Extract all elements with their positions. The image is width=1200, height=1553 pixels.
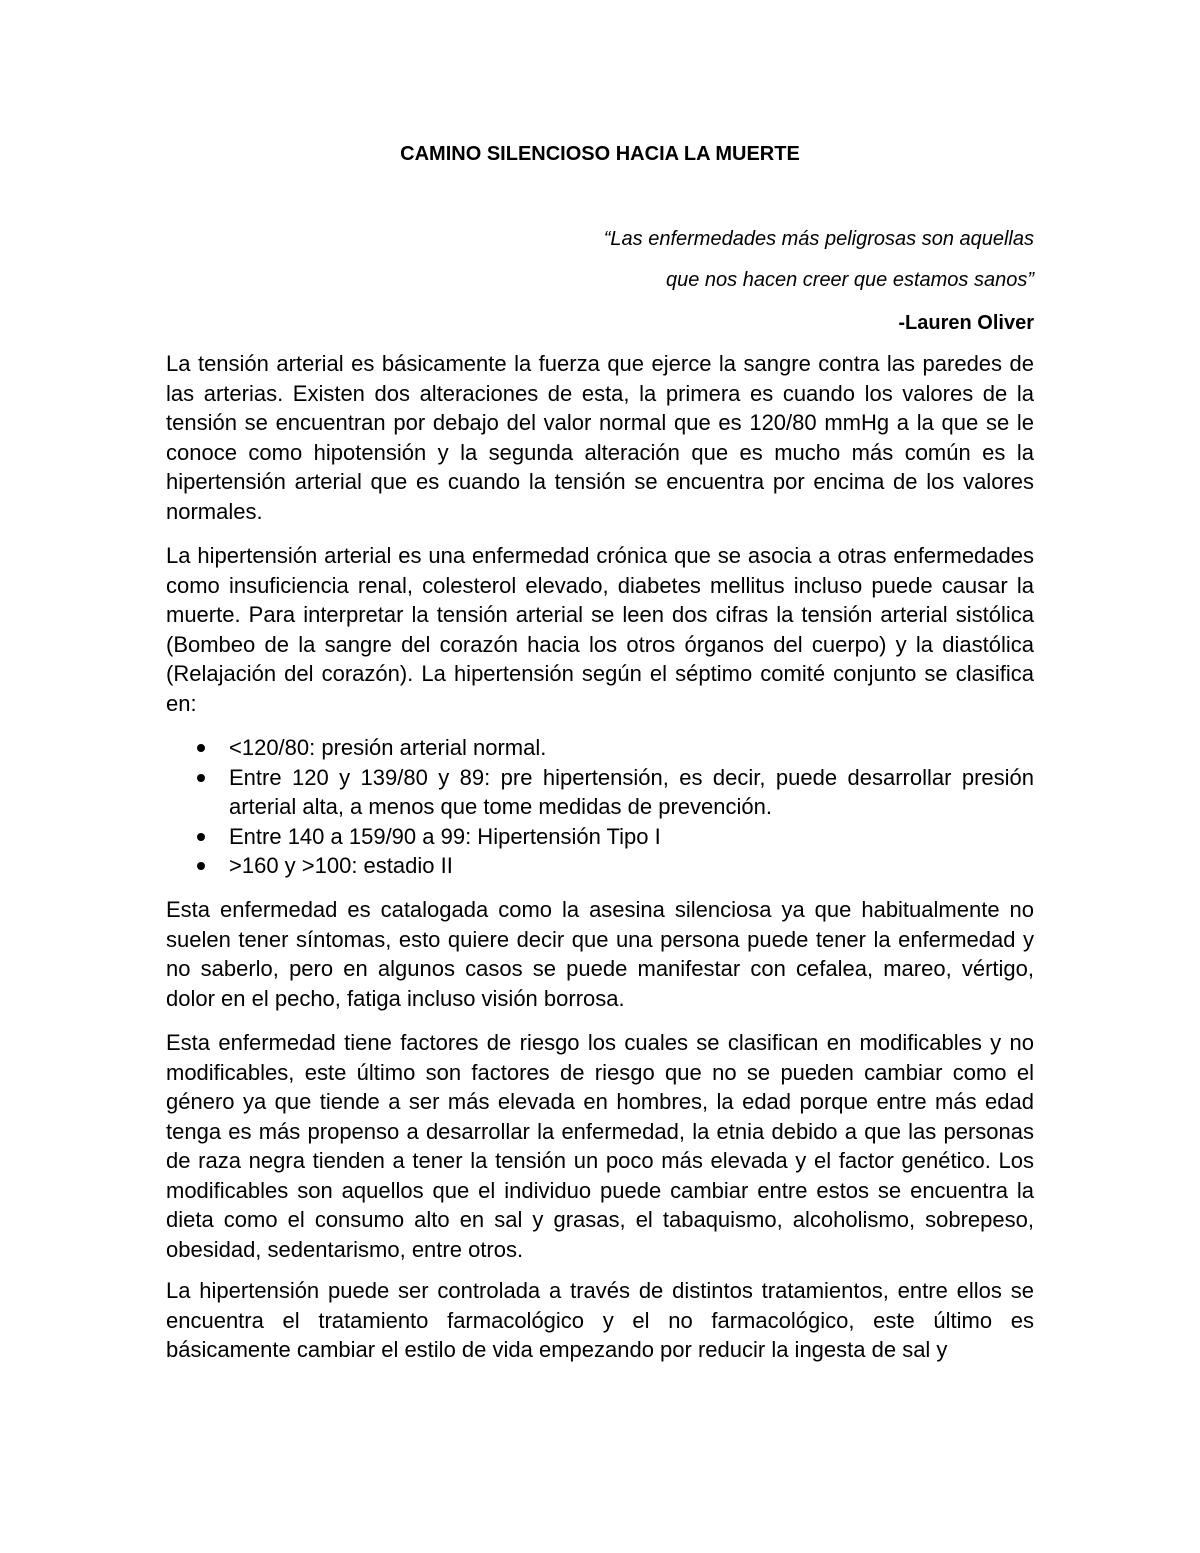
bullet-icon (197, 862, 205, 870)
list-item-text: >160 y >100: estadio II (229, 853, 453, 878)
document-title: CAMINO SILENCIOSO HACIA LA MUERTE (400, 143, 800, 165)
paragraph-hypertension-chronic-disease: La hipertensión arterial es una enfermedad crónica que se asocia a otras enfermedades como insuficiencia renal, colesterol elevado, diabetes mellitus incluso puede causar la muerte. Para interpretar la tensión arterial se leen dos cifras la tensión arterial sistólica (Bombeo de la sangre del corazón hacia los otros órganos del cuerpo) y la diastólica (Relajación del corazón). La hipertensión según el séptimo comité conjunto se clasifica en: (166, 543, 1034, 716)
paragraph-risk-factors: Esta enfermedad tiene factores de riesgo los cuales se clasifican en modificables y no modificables, este último son factores de riesgo que no se pueden cambiar como el género ya que tiende a ser más elevada en hombres, la edad porque entre más edad tenga es más propenso a desarrollar la enfermedad, la etnia debido a que las personas de raza negra tienden a tener la tensión un poco más elevada y el factor genético. Los modificables son aquellos que el individuo puede cambiar entre estos se encuentra la dieta como el consumo alto en sal y grasas, el tabaquismo, alcoholismo, sobrepeso, obesidad, sedentarismo, entre otros. (166, 1030, 1034, 1262)
list-item-text: Entre 140 a 159/90 a 99: Hipertensión Tipo I (229, 823, 661, 849)
epigraph-author: -Lauren Oliver (898, 312, 1034, 334)
list-item (166, 851, 1034, 881)
bullet-icon (197, 774, 205, 782)
paragraph-silent-killer: Esta enfermedad es catalogada como la asesina silenciosa ya que habitualmente no suelen tener síntomas, esto quiere decir que una persona puede tener la enfermedad y no saberlo, pero en algunos casos se puede manifestar con cefalea, mareo, vértigo, dolor en el pecho, fatiga incluso visión borrosa. (166, 897, 1034, 1011)
list-item (166, 733, 1034, 763)
paragraph-blood-pressure-definition: La tensión arterial es básicamente la fuerza que ejerce la sangre contra las paredes de las arterias. Existen dos alteraciones de esta, la primera es cuando los valores de la tensión se encuentran por debajo del valor normal que es 120/80 mmHg a la que se le conoce como hipotensión y la segunda alteración que es mucho más común es la hipertensión arterial que es cuando la tensión se encuentra por encima de los valores normales. (166, 351, 1034, 524)
bullet-icon (197, 833, 205, 841)
epigraph-line-2: que nos hacen creer que estamos sanos” (666, 269, 1034, 291)
epigraph-line-1: “Las enfermedades más peligrosas son aquellas (603, 228, 1034, 250)
list-item (166, 763, 1034, 822)
bullet-icon (197, 744, 205, 752)
list-item (166, 822, 1034, 852)
paragraph-treatment: La hipertensión puede ser controlada a través de distintos tratamientos, entre ellos se encuentra el tratamiento farmacológico y el no farmacológico, este último es básicamente cambiar el estilo de vida empezando por reducir la ingesta de sal y (166, 1278, 1034, 1362)
list-item-text: <120/80: presión arterial normal. (229, 735, 547, 760)
classification-list (166, 733, 1034, 881)
list-item-text: Entre 120 y 139/80 y 89: pre hipertensión, es decir, puede desarrollar presión arterial alta, a menos que tome medidas de prevención. (229, 764, 1034, 819)
